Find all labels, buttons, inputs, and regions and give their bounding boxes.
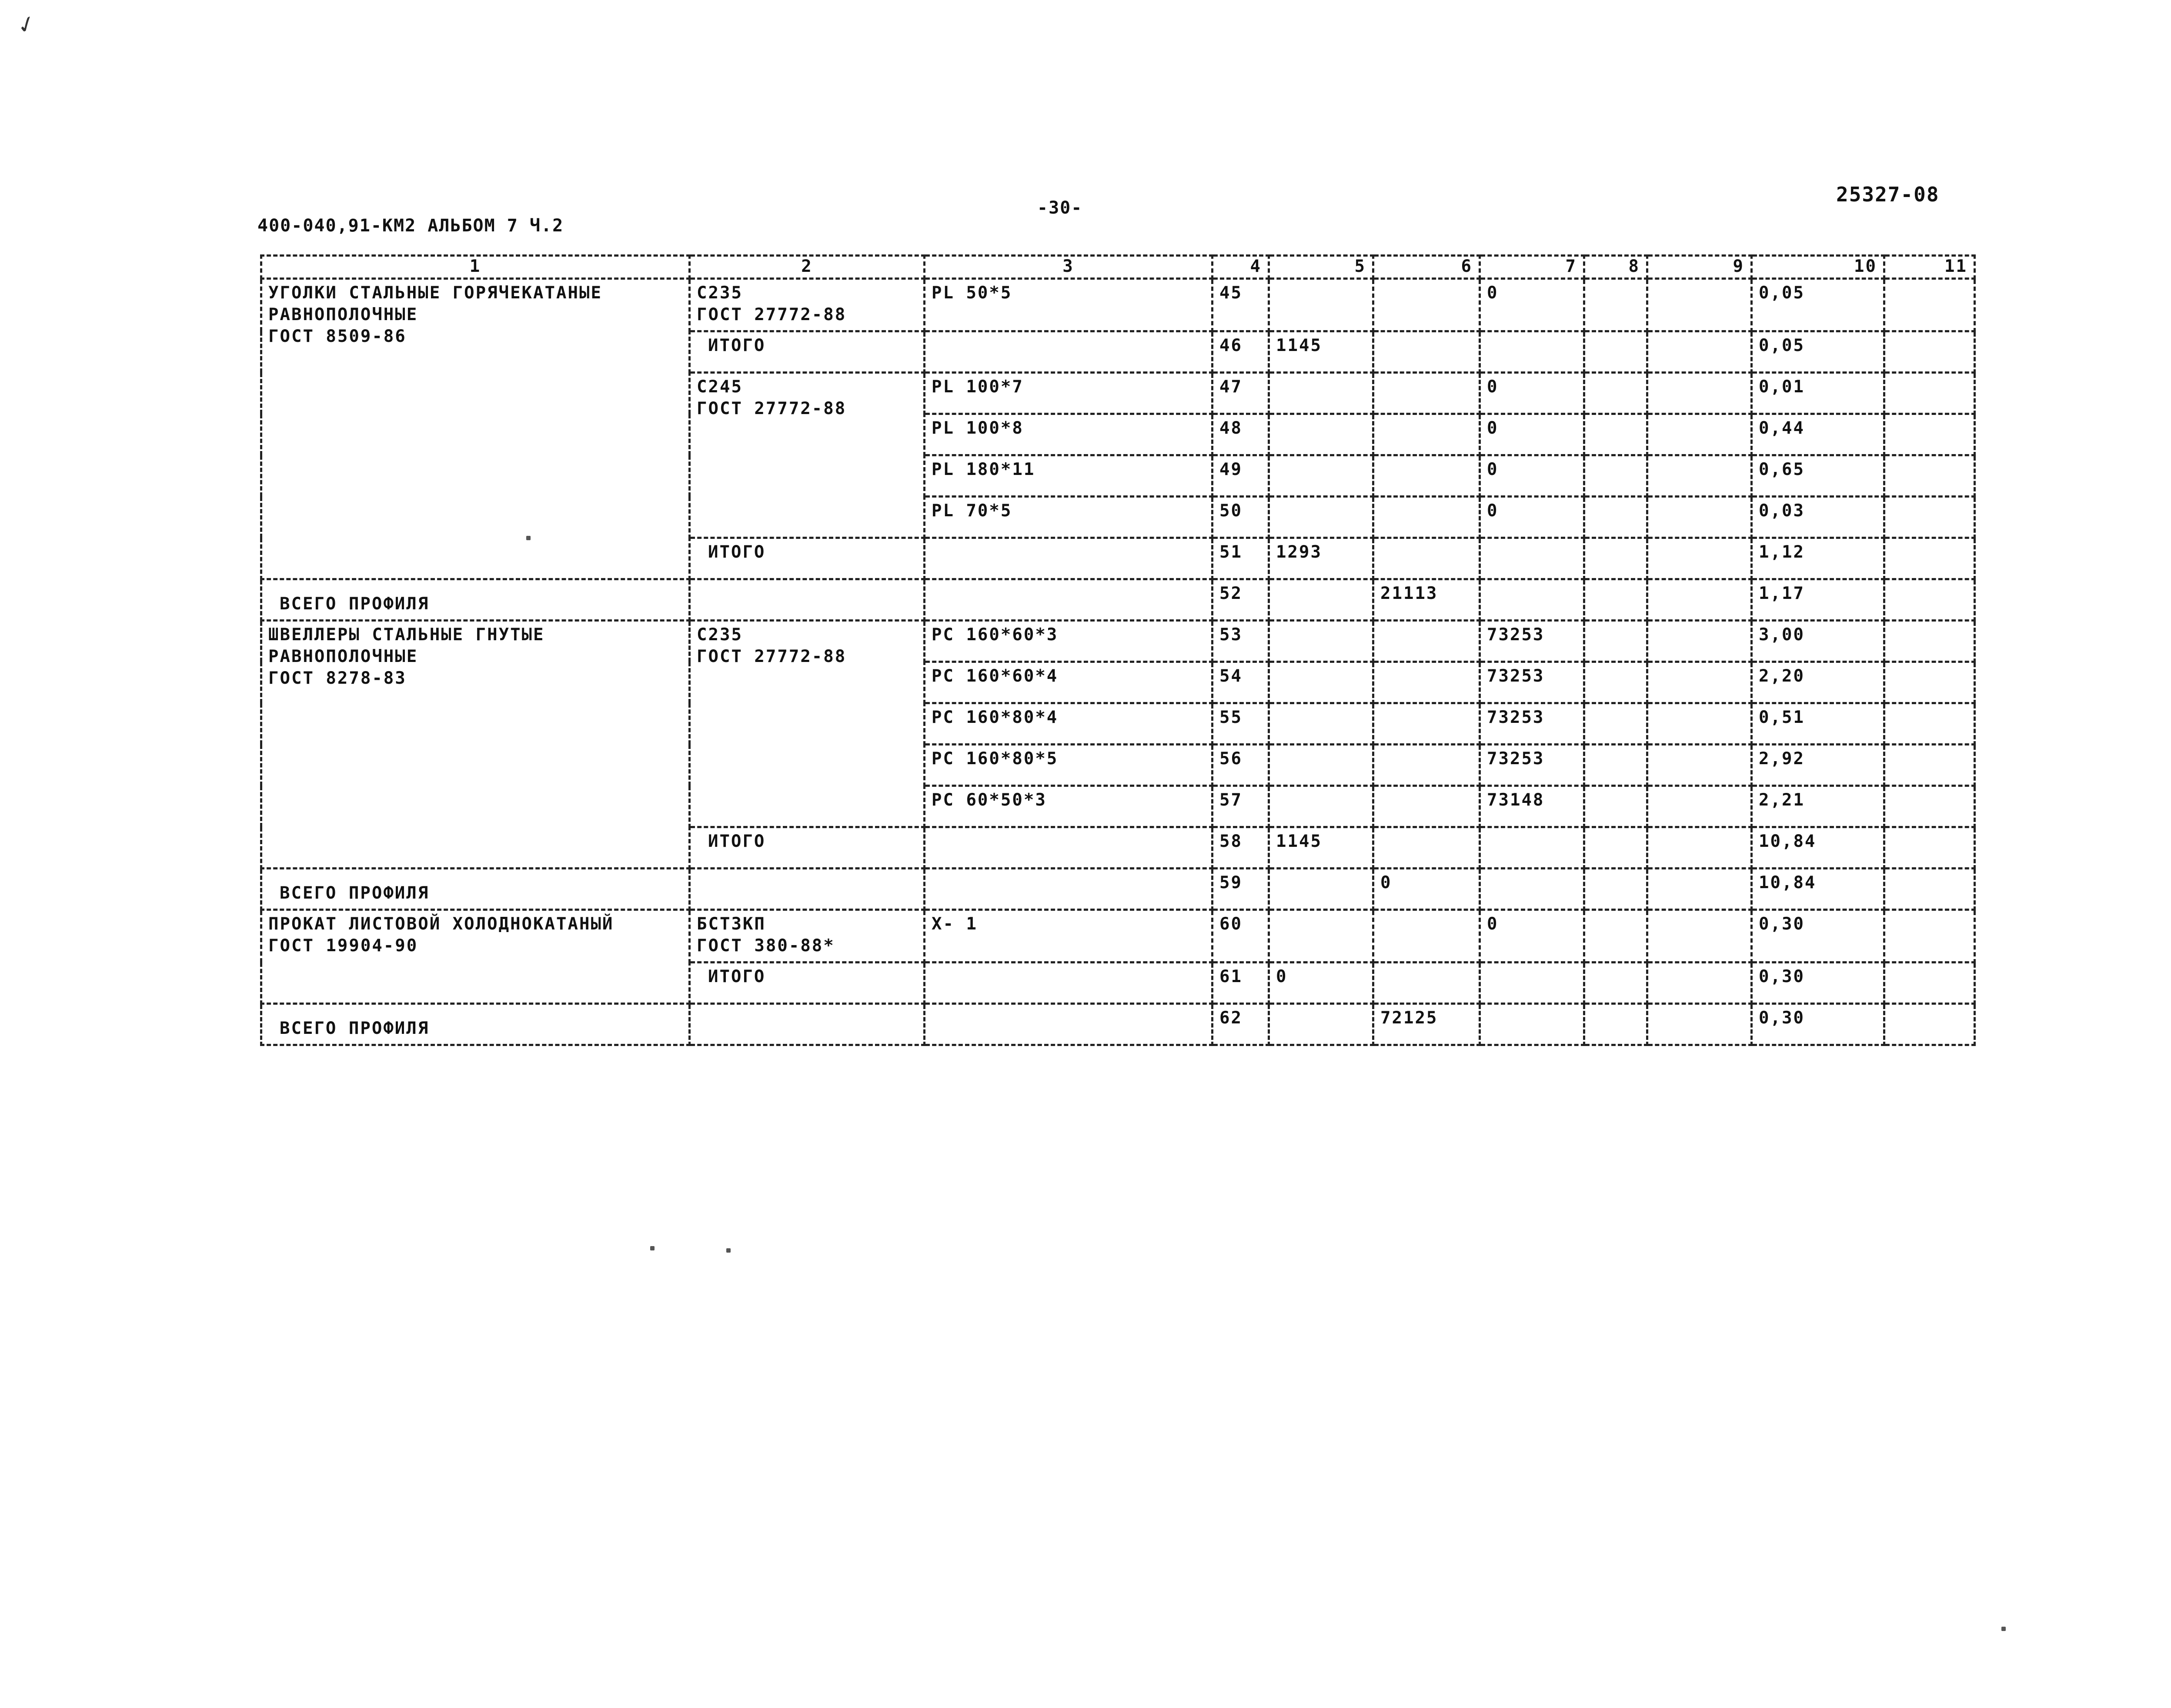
mass-cell: 0,51 [1752,703,1884,745]
subtotal-column-7 [1480,963,1584,1004]
subtotal-column-6 [1373,827,1480,869]
subtotal-position: 51 [1212,538,1269,579]
total-position: 59 [1212,869,1269,910]
column-6-cell [1373,414,1480,455]
subtotal-column-8 [1584,538,1647,579]
column-8-cell [1584,373,1647,414]
column-8-cell [1584,662,1647,703]
position-cell: 53 [1212,621,1269,662]
total-column-9 [1647,869,1752,910]
position-cell: 57 [1212,786,1269,827]
subtotal-column-6 [1373,963,1480,1004]
position-cell: 47 [1212,373,1269,414]
profile-size-cell: PC 160*80*4 [925,703,1212,745]
scan-speck [726,1248,731,1253]
subtotal-column-7 [1480,538,1584,579]
subtotal-size-cell [925,963,1212,1004]
column-6-cell [1373,497,1480,538]
mass-cell: 3,00 [1752,621,1884,662]
column-8-cell [1584,279,1647,331]
subtotal-column-9 [1647,538,1752,579]
total-mass: 1,17 [1752,579,1884,621]
total-column-8 [1584,869,1647,910]
profile-size-cell: PL 50*5 [925,279,1212,331]
column-8-cell [1584,497,1647,538]
profile-total-label: ВСЕГО ПРОФИЛЯ [261,869,690,910]
total-column-7 [1480,579,1584,621]
table-row [261,910,1975,963]
column-6-cell [1373,662,1480,703]
total-size-cell [925,579,1212,621]
total-column-6: 21113 [1373,579,1480,621]
position-cell: 45 [1212,279,1269,331]
subtotal-mass: 10,84 [1752,827,1884,869]
mass-cell: 0,01 [1752,373,1884,414]
column-6-cell [1373,786,1480,827]
column-6-cell [1373,621,1480,662]
column-8-cell [1584,786,1647,827]
total-column-11 [1884,869,1975,910]
subtotal-column-9 [1647,827,1752,869]
column-7-cell: 0 [1480,373,1584,414]
column-5-cell [1269,455,1373,497]
profile-size-cell: X- 1 [925,910,1212,963]
position-cell: 49 [1212,455,1269,497]
subtotal-size-cell [925,331,1212,373]
profile-name-cell: УГОЛКИ СТАЛЬНЫЕ ГОРЯЧЕКАТАНЫЕ РАВНОПОЛОЧНЫЕ ГОСТ 8509-86 [261,279,690,579]
profile-size-cell: PC 160*60*3 [925,621,1212,662]
column-9-cell [1647,414,1752,455]
position-cell: 48 [1212,414,1269,455]
total-column-5 [1269,869,1373,910]
column-header: 4 [1212,256,1269,279]
column-11-cell [1884,279,1975,331]
mass-cell: 0,65 [1752,455,1884,497]
subtotal-position: 46 [1212,331,1269,373]
column-5-cell [1269,703,1373,745]
position-cell: 54 [1212,662,1269,703]
column-header: 6 [1373,256,1480,279]
profile-total-label: ВСЕГО ПРОФИЛЯ [261,1004,690,1045]
column-7-cell: 0 [1480,279,1584,331]
column-11-cell [1884,455,1975,497]
total-steel-cell [690,1004,925,1045]
column-9-cell [1647,786,1752,827]
subtotal-label: ИТОГО [690,827,925,869]
subtotal-column-5: 0 [1269,963,1373,1004]
subtotal-column-8 [1584,963,1647,1004]
column-9-cell [1647,279,1752,331]
column-7-cell: 0 [1480,414,1584,455]
column-9-cell [1647,745,1752,786]
column-header: 8 [1584,256,1647,279]
total-column-5 [1269,579,1373,621]
profile-total-row [261,869,1975,910]
subtotal-label: ИТОГО [690,963,925,1004]
column-7-cell: 73253 [1480,703,1584,745]
subtotal-column-11 [1884,331,1975,373]
column-7-cell: 73148 [1480,786,1584,827]
profile-size-cell: PC 160*80*5 [925,745,1212,786]
page-number: -30- [1037,198,1083,218]
column-5-cell [1269,910,1373,963]
mass-cell: 0,05 [1752,279,1884,331]
specification-table [260,254,1976,1046]
mass-cell: 0,30 [1752,910,1884,963]
total-mass: 10,84 [1752,869,1884,910]
total-column-9 [1647,579,1752,621]
column-7-cell: 73253 [1480,662,1584,703]
table-row [261,279,1975,331]
total-column-7 [1480,869,1584,910]
subtotal-column-6 [1373,331,1480,373]
subtotal-mass: 0,30 [1752,963,1884,1004]
mass-cell: 2,92 [1752,745,1884,786]
steel-grade-cell: С235 ГОСТ 27772-88 [690,621,925,827]
column-9-cell [1647,703,1752,745]
total-column-5 [1269,1004,1373,1045]
subtotal-column-11 [1884,963,1975,1004]
column-7-cell: 0 [1480,455,1584,497]
subtotal-column-7 [1480,827,1584,869]
subtotal-size-cell [925,827,1212,869]
column-6-cell [1373,745,1480,786]
column-7-cell: 73253 [1480,621,1584,662]
steel-grade-cell: БСТ3КП ГОСТ 380-88* [690,910,925,963]
profile-name-cell: ПРОКАТ ЛИСТОВОЙ ХОЛОДНОКАТАНЫЙ ГОСТ 19904-90 [261,910,690,1004]
subtotal-column-5: 1293 [1269,538,1373,579]
column-5-cell [1269,373,1373,414]
total-column-9 [1647,1004,1752,1045]
column-6-cell [1373,455,1480,497]
column-header: 10 [1752,256,1884,279]
subtotal-column-9 [1647,331,1752,373]
column-11-cell [1884,786,1975,827]
column-9-cell [1647,910,1752,963]
column-5-cell [1269,414,1373,455]
column-8-cell [1584,703,1647,745]
subtotal-size-cell [925,538,1212,579]
column-header: 1 [261,256,690,279]
column-11-cell [1884,621,1975,662]
column-9-cell [1647,621,1752,662]
column-6-cell [1373,703,1480,745]
total-steel-cell [690,869,925,910]
profile-size-cell: PC 160*60*4 [925,662,1212,703]
subtotal-mass: 1,12 [1752,538,1884,579]
profile-total-row [261,1004,1975,1045]
column-5-cell [1269,662,1373,703]
position-cell: 55 [1212,703,1269,745]
total-column-11 [1884,579,1975,621]
total-mass: 0,30 [1752,1004,1884,1045]
profile-size-cell: PL 180*11 [925,455,1212,497]
subtotal-column-8 [1584,827,1647,869]
column-header: 3 [925,256,1212,279]
check-mark: ✓ [13,7,40,41]
subtotal-column-11 [1884,827,1975,869]
total-column-7 [1480,1004,1584,1045]
profile-size-cell: PL 100*8 [925,414,1212,455]
column-7-cell: 0 [1480,497,1584,538]
profile-size-cell: PL 70*5 [925,497,1212,538]
profile-size-cell: PL 100*7 [925,373,1212,414]
column-11-cell [1884,373,1975,414]
column-5-cell [1269,621,1373,662]
column-6-cell [1373,910,1480,963]
column-9-cell [1647,373,1752,414]
column-header: 11 [1884,256,1975,279]
subtotal-mass: 0,05 [1752,331,1884,373]
column-9-cell [1647,455,1752,497]
total-column-8 [1584,579,1647,621]
position-cell: 50 [1212,497,1269,538]
column-11-cell [1884,662,1975,703]
subtotal-label: ИТОГО [690,538,925,579]
column-number-row [261,256,1975,279]
sheet-id: 25327-08 [1836,183,1940,206]
steel-grade-cell: С245 ГОСТ 27772-88 [690,373,925,538]
column-11-cell [1884,414,1975,455]
column-8-cell [1584,621,1647,662]
column-header: 7 [1480,256,1584,279]
column-5-cell [1269,745,1373,786]
subtotal-column-5: 1145 [1269,331,1373,373]
column-6-cell [1373,279,1480,331]
column-11-cell [1884,497,1975,538]
column-11-cell [1884,745,1975,786]
steel-grade-cell: С235 ГОСТ 27772-88 [690,279,925,331]
column-9-cell [1647,662,1752,703]
total-position: 62 [1212,1004,1269,1045]
column-7-cell: 0 [1480,910,1584,963]
table-body [261,279,1975,1045]
column-9-cell [1647,497,1752,538]
subtotal-column-5: 1145 [1269,827,1373,869]
subtotal-column-8 [1584,331,1647,373]
profile-total-row [261,579,1975,621]
profile-size-cell: PC 60*50*3 [925,786,1212,827]
document-code: 400-040,91-КМ2 АЛЬБОМ 7 Ч.2 [257,216,564,236]
column-header: 2 [690,256,925,279]
column-header: 9 [1647,256,1752,279]
column-8-cell [1584,455,1647,497]
total-column-11 [1884,1004,1975,1045]
scan-speck [650,1246,655,1250]
mass-cell: 2,20 [1752,662,1884,703]
position-cell: 56 [1212,745,1269,786]
subtotal-column-7 [1480,331,1584,373]
column-5-cell [1269,786,1373,827]
total-column-6: 0 [1373,869,1480,910]
column-8-cell [1584,910,1647,963]
total-steel-cell [690,579,925,621]
subtotal-column-9 [1647,963,1752,1004]
table-row [261,621,1975,662]
column-11-cell [1884,910,1975,963]
subtotal-column-11 [1884,538,1975,579]
subtotal-position: 58 [1212,827,1269,869]
column-11-cell [1884,703,1975,745]
total-column-8 [1584,1004,1647,1045]
total-position: 52 [1212,579,1269,621]
column-header: 5 [1269,256,1373,279]
position-cell: 60 [1212,910,1269,963]
subtotal-label: ИТОГО [690,331,925,373]
total-column-6: 72125 [1373,1004,1480,1045]
column-5-cell [1269,497,1373,538]
profile-total-label: ВСЕГО ПРОФИЛЯ [261,579,690,621]
scan-speck [526,536,531,540]
column-8-cell [1584,745,1647,786]
subtotal-column-6 [1373,538,1480,579]
column-6-cell [1373,373,1480,414]
subtotal-position: 61 [1212,963,1269,1004]
total-size-cell [925,869,1212,910]
column-7-cell: 73253 [1480,745,1584,786]
column-8-cell [1584,414,1647,455]
profile-name-cell: ШВЕЛЛЕРЫ СТАЛЬНЫЕ ГНУТЫЕ РАВНОПОЛОЧНЫЕ ГОСТ 8278-83 [261,621,690,869]
column-5-cell [1269,279,1373,331]
mass-cell: 0,44 [1752,414,1884,455]
mass-cell: 2,21 [1752,786,1884,827]
total-size-cell [925,1004,1212,1045]
mass-cell: 0,03 [1752,497,1884,538]
scan-speck [2001,1627,2006,1631]
